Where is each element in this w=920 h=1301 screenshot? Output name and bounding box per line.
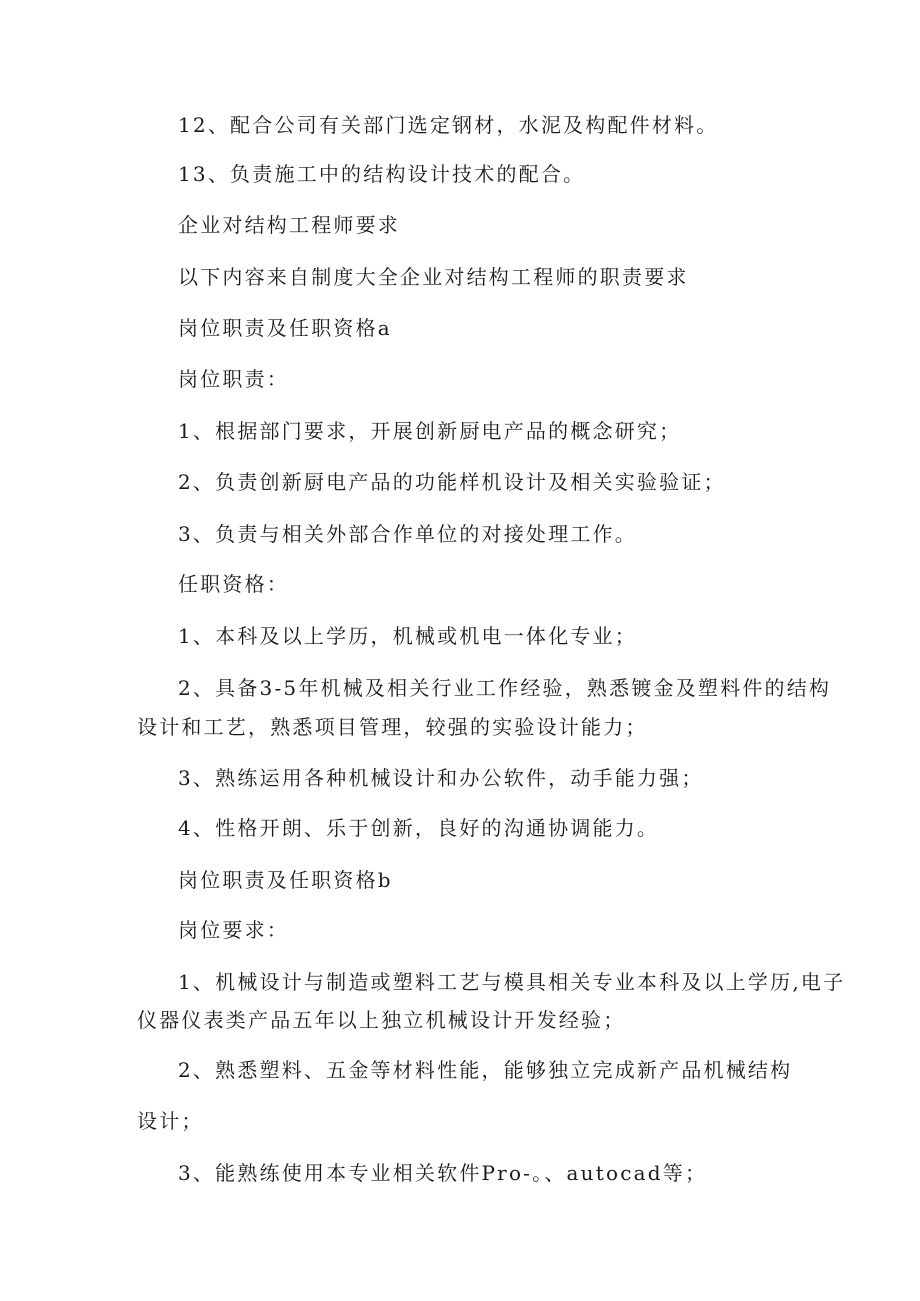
qualification-item-2: 2、具备3-5年机械及相关行业工作经验，熟悉镀金及塑料件的结构 bbox=[178, 676, 832, 700]
duty-item-2: 2、负责创新厨电产品的功能样机设计及相关实验验证； bbox=[178, 470, 726, 494]
qualification-item-1: 1、本科及以上学历，机械或机电一体化专业； bbox=[178, 624, 637, 648]
paragraph-item-12: 12、配合公司有关部门选定钢材，水泥及构配件材料。 bbox=[178, 113, 719, 137]
qualification-item-2-cont: 设计和工艺，熟悉项目管理，较强的实验设计能力； bbox=[137, 715, 648, 739]
requirement-item-2-cont: 设计； bbox=[137, 1109, 204, 1133]
label-qualifications: 任职资格： bbox=[178, 572, 289, 596]
label-duties: 岗位职责： bbox=[178, 367, 289, 391]
label-requirements: 岗位要求： bbox=[178, 918, 289, 942]
subheading-b: 岗位职责及任职资格b bbox=[178, 868, 393, 892]
duty-item-3: 3、负责与相关外部合作单位的对接处理工作。 bbox=[178, 522, 637, 546]
intro-text: 以下内容来自制度大全企业对结构工程师的职责要求 bbox=[178, 265, 689, 289]
qualification-item-3: 3、熟练运用各种机械设计和办公软件，动手能力强； bbox=[178, 766, 704, 790]
duty-item-1: 1、根据部门要求，开展创新厨电产品的概念研究； bbox=[178, 419, 682, 443]
paragraph-item-13: 13、负责施工中的结构设计技术的配合。 bbox=[178, 162, 586, 186]
requirement-item-3: 3、能熟练使用本专业相关软件Pro-。、autocad等； bbox=[178, 1161, 708, 1185]
requirement-item-2: 2、熟悉塑料、五金等材料性能，能够独立完成新产品机械结构 bbox=[178, 1058, 793, 1082]
requirement-item-1: 1、机械设计与制造或塑料工艺与模具相关专业本科及以上学历,电子 bbox=[178, 970, 846, 994]
requirement-item-1-cont: 仪器仪表类产品五年以上独立机械设计开发经验； bbox=[137, 1008, 626, 1032]
section-heading: 企业对结构工程师要求 bbox=[178, 213, 400, 237]
subheading-a: 岗位职责及任职资格a bbox=[178, 316, 392, 340]
qualification-item-4: 4、性格开朗、乐于创新，良好的沟通协调能力。 bbox=[178, 816, 660, 840]
